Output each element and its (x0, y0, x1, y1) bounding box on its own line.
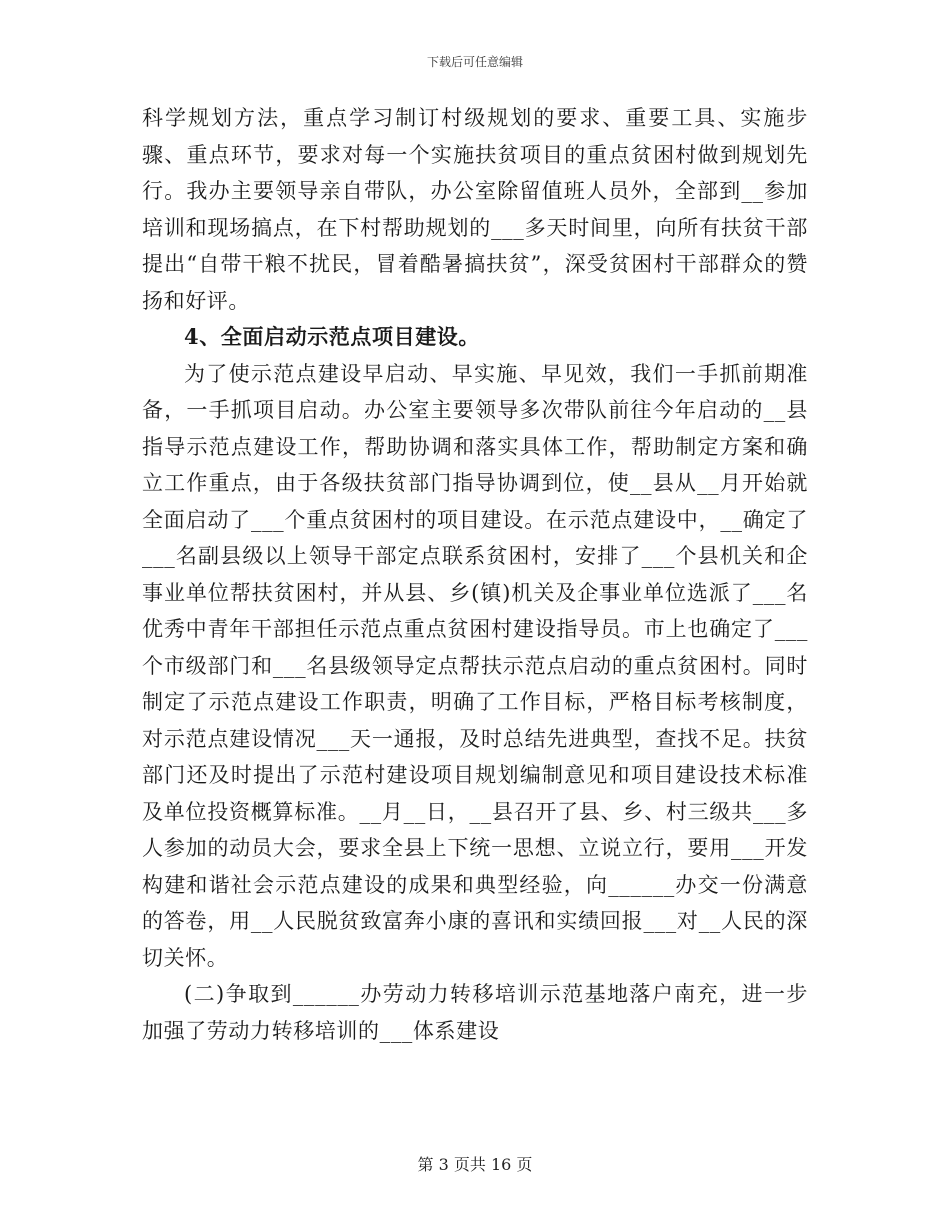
header-note: 下载后可任意编辑 (426, 55, 523, 69)
document-body (142, 100, 808, 1049)
paragraph-labor-transfer-training: (二)争取到______办劳动力转移培训示范基地落户南充，进一步加强了劳动力转移培训的___体系建设 (142, 982, 808, 1043)
section-heading-demonstration-projects: 4、全面启动示范点项目建设。 (184, 324, 481, 349)
page-number: 第 3 页共 16 页 (417, 1155, 533, 1174)
paragraph-planning-methods: 科学规划方法，重点学习制订村级规划的要求、重要工具、实施步骤、重点环节，要求对每一个实施扶贫项目的重点贫困村做到规划先行。我办主要领导亲自带队，办公室除留值班人员外，全部到__参加培训和现场搞点，在下村帮助规划的___多天时间里，向所有扶贫干部提出“自带干粮不扰民，冒着酷暑搞扶贫”，深受贫困村干部群众的赞扬和好评。 (142, 106, 808, 313)
paragraph-demonstration-construction: 为了使示范点建设早启动、早实施、早见效，我们一手抓前期准备，一手抓项目启动。办公室主要领导多次带队前往今年启动的__县指导示范点建设工作，帮助协调和落实具体工作，帮助制定方案和确立工作重点，由于各级扶贫部门指导协调到位，使__县从__月开始就全面启动了___个重点贫困村的项目建设。在示范点建设中，__确定了___名副县级以上领导干部定点联系贫困村，安排了___个县机关和企事业单位帮扶贫困村，并从县、乡(镇)机关及企事业单位选派了___名优秀中青年干部担任示范点重点贫困村建设指导员。市上也确定了___个市级部门和___名县级领导定点帮扶示范点启动的重点贫困村。同时制定了示范点建设工作职责，明确了工作目标，严格目标考核制度，对示范点建设情况___天一通报，及时总结先进典型，查找不足。扶贫部门还及时提出了示范村建设项目规划编制意见和项目建设技术标准及单位投资概算标准。__月__日，__县召开了县、乡、村三级共___多人参加的动员大会，要求全县上下统一思想、立说立行，要用___开发构建和谐社会示范点建设的成果和典型经验，向______办交一份满意的答卷，用__人民脱贫致富奔小康的喜讯和实绩回报___对__人民的深切关怀。 (142, 361, 808, 970)
